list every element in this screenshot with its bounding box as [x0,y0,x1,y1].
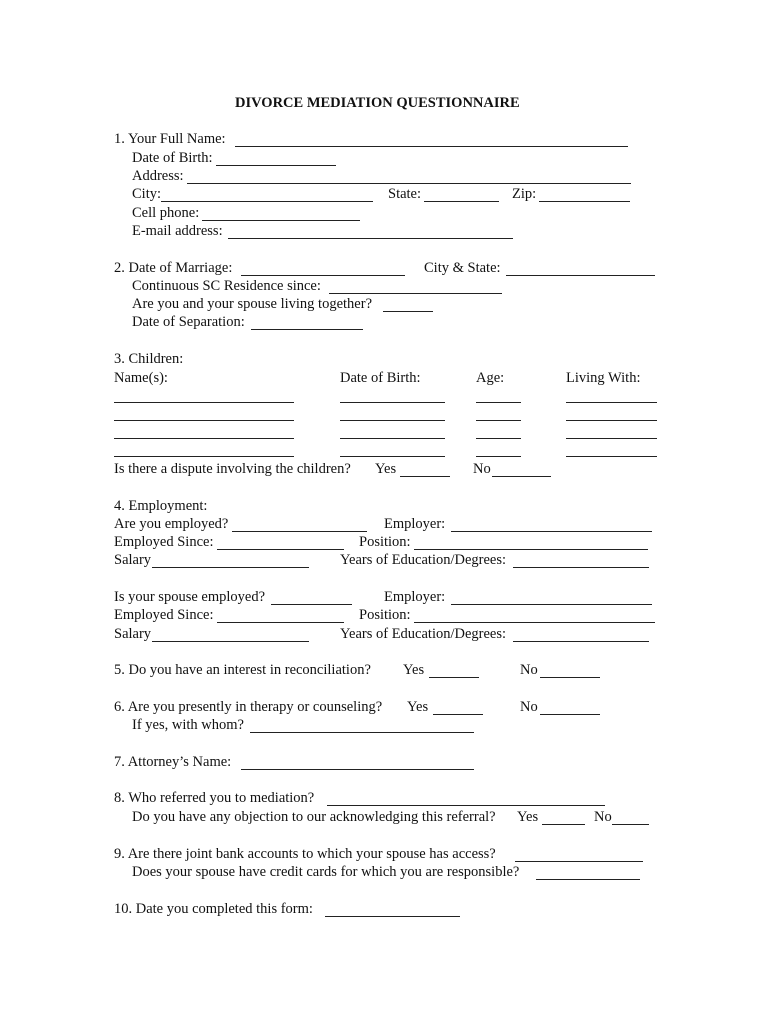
child-name-field[interactable] [114,420,294,421]
position-label: Position: [359,534,411,550]
city-field[interactable] [161,201,373,202]
state-field[interactable] [424,201,499,202]
therapy-label: 6. Are you presently in therapy or counseling? [114,699,383,715]
completed-date-label: 10. Date you completed this form: [114,901,313,917]
employer-field[interactable] [451,531,652,532]
credit-cards-label: Does your spouse have credit cards for which you are responsible? [132,864,520,880]
reconciliation-yes-label: Yes [403,662,425,678]
spouse-salary-label: Salary [114,626,152,642]
reconciliation-yes-field[interactable] [429,677,479,678]
objection-yes-field[interactable] [542,824,585,825]
employed-since-field[interactable] [217,549,344,550]
child-living-field[interactable] [566,402,657,403]
form-title: DIVORCE MEDIATION QUESTIONNAIRE [235,95,520,111]
employed-field[interactable] [232,531,367,532]
attorney-label: 7. Attorney’s Name: [114,754,232,770]
spouse-salary-field[interactable] [152,641,309,642]
reconciliation-no-field[interactable] [540,677,600,678]
email-label: E-mail address: [132,223,223,239]
reconciliation-label: 5. Do you have an interest in reconciliation? [114,662,371,678]
completed-date-field[interactable] [325,916,460,917]
marriage-date-field[interactable] [241,275,405,276]
employer-label: Employer: [384,516,446,532]
employment-label: 4. Employment: [114,498,208,514]
dispute-yes-label: Yes [375,461,397,477]
education-label: Years of Education/Degrees: [340,552,507,568]
state-label: State: [388,186,422,202]
spouse-position-field[interactable] [414,622,655,623]
child-name-field[interactable] [114,456,294,457]
address-label: Address: [132,168,184,184]
spouse-education-label: Years of Education/Degrees: [340,626,507,642]
city-state-label: City & State: [424,260,501,276]
spouse-employed-label: Is your spouse employed? [114,589,266,605]
child-dob-field[interactable] [340,438,445,439]
residence-label: Continuous SC Residence since: [132,278,321,294]
spouse-employer-label: Employer: [384,589,446,605]
city-state-field[interactable] [506,275,655,276]
child-name-field[interactable] [114,402,294,403]
salary-field[interactable] [152,567,309,568]
marriage-date-label: 2. Date of Marriage: [114,260,233,276]
separation-field[interactable] [251,329,363,330]
child-age-field[interactable] [476,456,521,457]
spouse-employed-since-field[interactable] [217,622,344,623]
employed-label: Are you employed? [114,516,229,532]
dispute-yes-field[interactable] [400,476,450,477]
zip-field[interactable] [539,201,630,202]
residence-field[interactable] [329,293,502,294]
credit-cards-field[interactable] [536,879,640,880]
objection-no-label: No [594,809,612,825]
objection-yes-label: Yes [517,809,539,825]
therapy-whom-label: If yes, with whom? [132,717,244,733]
children-label: 3. Children: [114,351,184,367]
child-dob-field[interactable] [340,420,445,421]
child-age-field[interactable] [476,438,521,439]
therapy-yes-label: Yes [407,699,429,715]
dispute-no-field[interactable] [492,476,551,477]
education-field[interactable] [513,567,649,568]
children-names-header: Name(s): [114,370,168,386]
child-living-field[interactable] [566,420,657,421]
living-together-field[interactable] [383,311,433,312]
therapy-no-field[interactable] [540,714,600,715]
spouse-position-label: Position: [359,607,411,623]
children-age-header: Age: [476,370,505,386]
therapy-yes-field[interactable] [433,714,483,715]
children-dob-header: Date of Birth: [340,370,421,386]
zip-label: Zip: [512,186,537,202]
dob-field[interactable] [216,165,336,166]
dispute-label: Is there a dispute involving the children? [114,461,351,477]
city-label: City: [132,186,162,202]
referral-label: 8. Who referred you to mediation? [114,790,315,806]
attorney-field[interactable] [241,769,474,770]
full-name-label: 1. Your Full Name: [114,131,226,147]
position-field[interactable] [414,549,648,550]
children-living-header: Living With: [566,370,641,386]
spouse-employer-field[interactable] [451,604,652,605]
referral-field[interactable] [327,805,605,806]
joint-accounts-field[interactable] [515,861,643,862]
child-name-field[interactable] [114,438,294,439]
spouse-employed-since-label: Employed Since: [114,607,214,623]
dispute-no-label: No [473,461,491,477]
child-living-field[interactable] [566,456,657,457]
full-name-field[interactable] [235,146,628,147]
child-age-field[interactable] [476,402,521,403]
objection-label: Do you have any objection to our acknowledging this referral? [132,809,496,825]
therapy-no-label: No [520,699,538,715]
dob-label: Date of Birth: [132,150,213,166]
spouse-employed-field[interactable] [271,604,352,605]
joint-accounts-label: 9. Are there joint bank accounts to which your spouse has access? [114,846,496,862]
therapy-whom-field[interactable] [250,732,474,733]
email-field[interactable] [228,238,513,239]
employed-since-label: Employed Since: [114,534,214,550]
cell-field[interactable] [202,220,360,221]
separation-label: Date of Separation: [132,314,245,330]
child-dob-field[interactable] [340,402,445,403]
cell-label: Cell phone: [132,205,200,221]
child-living-field[interactable] [566,438,657,439]
spouse-education-field[interactable] [513,641,649,642]
reconciliation-no-label: No [520,662,538,678]
child-dob-field[interactable] [340,456,445,457]
child-age-field[interactable] [476,420,521,421]
salary-label: Salary [114,552,152,568]
address-field[interactable] [187,183,631,184]
objection-no-field[interactable] [612,824,649,825]
living-together-label: Are you and your spouse living together? [132,296,373,312]
